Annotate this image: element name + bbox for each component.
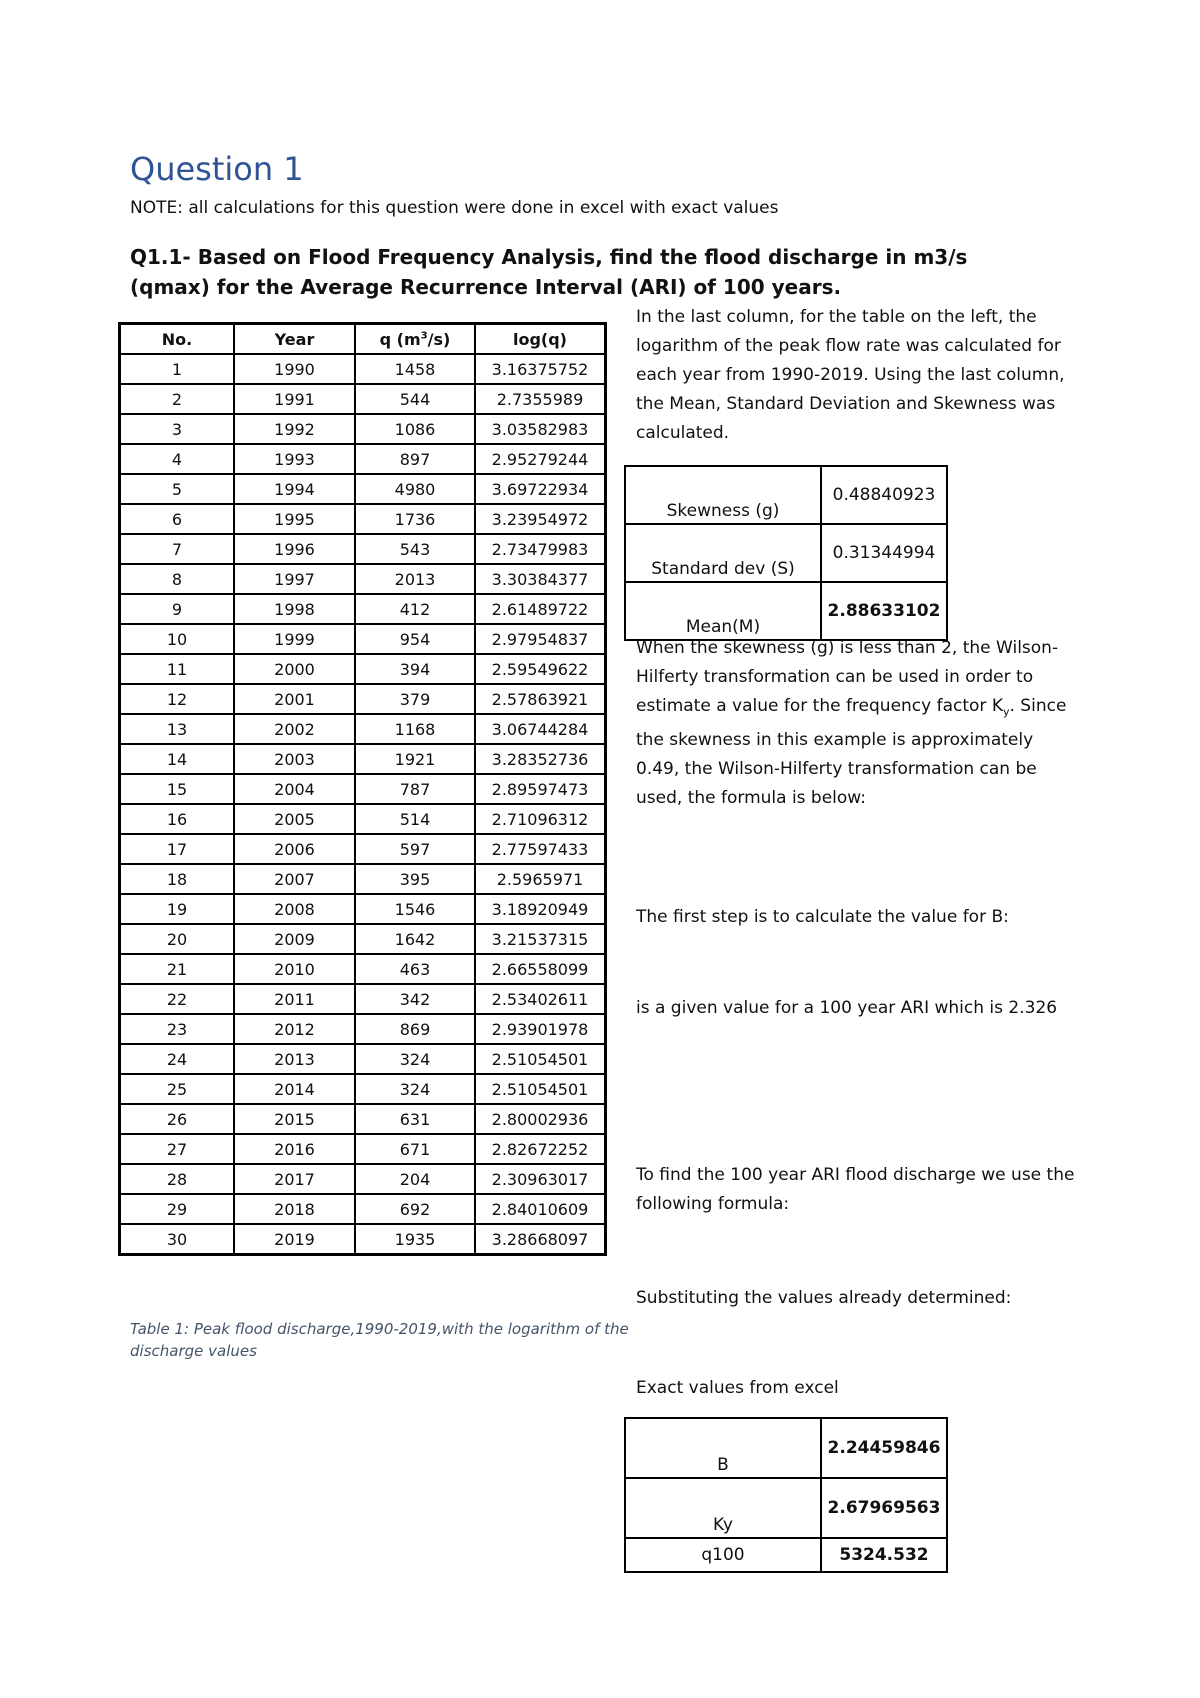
row-q: 787 [355,774,475,804]
row-q: 412 [355,594,475,624]
row-no: 11 [120,654,235,684]
results-table [624,1417,948,1573]
row-no: 17 [120,834,235,864]
row-no: 16 [120,804,235,834]
row-no: 1 [120,354,235,384]
table-row [120,864,606,894]
row-logq: 2.82672252 [475,1134,606,1164]
row-q: 1546 [355,894,475,924]
results-row-q100 [625,1538,947,1572]
row-year: 2001 [234,684,355,714]
table-row [120,1014,606,1044]
row-logq: 2.61489722 [475,594,606,624]
ky-value: 2.67969563 [821,1478,947,1538]
row-no: 7 [120,534,235,564]
table-row [120,594,606,624]
row-year: 2014 [234,1074,355,1104]
skewness-label: Skewness (g) [625,466,821,524]
stats-row-skewness [625,466,947,524]
table-row [120,834,606,864]
row-year: 1994 [234,474,355,504]
b-label: B [625,1418,821,1478]
row-logq: 2.51054501 [475,1044,606,1074]
row-q: 1086 [355,414,475,444]
row-no: 22 [120,984,235,1014]
row-no: 23 [120,1014,235,1044]
row-logq: 3.28668097 [475,1224,606,1255]
row-year: 2011 [234,984,355,1014]
table-row [120,1044,606,1074]
row-logq: 3.30384377 [475,564,606,594]
results-row-ky [625,1478,947,1538]
table-row [120,534,606,564]
table-row [120,774,606,804]
row-year: 2000 [234,654,355,684]
stats-row-mean [625,582,947,640]
row-q: 671 [355,1134,475,1164]
row-year: 2006 [234,834,355,864]
row-logq: 3.18920949 [475,894,606,924]
table-row [120,474,606,504]
row-no: 10 [120,624,235,654]
row-q: 342 [355,984,475,1014]
row-q: 1921 [355,744,475,774]
question-title: Q1.1- Based on Flood Frequency Analysis, find the flood discharge in m3/s (qmax) for the Average Recurrence Interval (ARI) of 100 years. [130,245,968,299]
table-row [120,1224,606,1255]
row-q: 869 [355,1014,475,1044]
row-logq: 3.03582983 [475,414,606,444]
paragraph-intro: In the last column, for the table on the left, the logarithm of the peak flow rate was calculated for each year from 1990-2019. Using the last column, the Mean, Standard Deviation and Skewness was calculated. [636,307,1065,443]
row-q: 1935 [355,1224,475,1255]
row-logq: 2.57863921 [475,684,606,714]
stats-table [624,465,948,641]
row-year: 1990 [234,354,355,384]
stddev-value: 0.31344994 [821,524,947,582]
table-row [120,624,606,654]
header-logq: log(q) [475,324,606,355]
row-year: 2018 [234,1194,355,1224]
row-logq: 3.16375752 [475,354,606,384]
row-year: 1996 [234,534,355,564]
mean-label: Mean(M) [625,582,821,640]
row-q: 324 [355,1074,475,1104]
row-q: 4980 [355,474,475,504]
row-year: 2017 [234,1164,355,1194]
q100-label: q100 [625,1538,821,1572]
row-logq: 2.5965971 [475,864,606,894]
table-row [120,714,606,744]
row-logq: 2.93901978 [475,1014,606,1044]
results-row-b [625,1418,947,1478]
row-q: 394 [355,654,475,684]
header-q-tail: /s) [427,329,451,349]
row-q: 2013 [355,564,475,594]
row-logq: 3.69722934 [475,474,606,504]
table-row [120,1194,606,1224]
row-logq: 2.73479983 [475,534,606,564]
table-row [120,1104,606,1134]
paragraph-formula-intro: To find the 100 year ARI flood discharge we use the following formula: [636,1165,1075,1214]
row-no: 14 [120,744,235,774]
row-no: 25 [120,1074,235,1104]
row-no: 8 [120,564,235,594]
row-logq: 2.7355989 [475,384,606,414]
table-row [120,564,606,594]
row-q: 692 [355,1194,475,1224]
table-row [120,384,606,414]
row-q: 324 [355,1044,475,1074]
row-q: 1642 [355,924,475,954]
paragraph-substituting: Substituting the values already determined: [636,1288,1012,1308]
row-year: 2015 [234,1104,355,1134]
header-year: Year [234,324,355,355]
row-logq: 2.97954837 [475,624,606,654]
row-logq: 2.89597473 [475,774,606,804]
row-q: 395 [355,864,475,894]
ky-subscript: y [1002,705,1010,719]
row-no: 13 [120,714,235,744]
table-row [120,414,606,444]
row-no: 30 [120,1224,235,1255]
row-q: 544 [355,384,475,414]
table-row [120,654,606,684]
row-no: 18 [120,864,235,894]
table-row [120,954,606,984]
row-year: 1993 [234,444,355,474]
row-logq: 2.77597433 [475,834,606,864]
row-no: 27 [120,1134,235,1164]
row-year: 2013 [234,1044,355,1074]
table-row [120,504,606,534]
paragraph-wh-part1: When the skewness (g) is less than 2, the Wilson-Hilferty transformation can be used in order to estimate a value for the frequency factor K [636,638,1059,716]
row-q: 1458 [355,354,475,384]
table-body [120,354,606,1255]
header-no: No. [120,324,235,355]
row-logq: 2.53402611 [475,984,606,1014]
paragraph-first-step: The first step is to calculate the value for B: [636,907,1009,927]
row-year: 2012 [234,1014,355,1044]
q100-value: 5324.532 [821,1538,947,1572]
row-q: 954 [355,624,475,654]
row-no: 20 [120,924,235,954]
row-year: 1998 [234,594,355,624]
row-no: 15 [120,774,235,804]
row-q: 463 [355,954,475,984]
table-row [120,444,606,474]
stddev-label: Standard dev (S) [625,524,821,582]
row-logq: 2.59549622 [475,654,606,684]
table-row [120,894,606,924]
row-q: 897 [355,444,475,474]
table-row [120,924,606,954]
row-no: 6 [120,504,235,534]
row-logq: 2.71096312 [475,804,606,834]
table-caption: Table 1: Peak flood discharge,1990-2019,with the logarithm of the discharge values [130,1320,629,1360]
row-q: 597 [355,834,475,864]
row-year: 1997 [234,564,355,594]
table-row [120,684,606,714]
row-year: 2005 [234,804,355,834]
table-row [120,1134,606,1164]
row-no: 28 [120,1164,235,1194]
paragraph-exact-values: Exact values from excel [636,1378,839,1398]
mean-value: 2.88633102 [821,582,947,640]
row-q: 543 [355,534,475,564]
row-logq: 2.84010609 [475,1194,606,1224]
b-value: 2.24459846 [821,1418,947,1478]
table-row [120,804,606,834]
row-no: 5 [120,474,235,504]
skewness-value: 0.48840923 [821,466,947,524]
row-year: 2007 [234,864,355,894]
row-no: 4 [120,444,235,474]
row-no: 21 [120,954,235,984]
row-year: 2009 [234,924,355,954]
stats-row-stddev [625,524,947,582]
row-q: 204 [355,1164,475,1194]
paragraph-wilson-hilferty [636,634,1076,813]
row-no: 26 [120,1104,235,1134]
row-no: 2 [120,384,235,414]
header-q-sup: 3 [420,330,428,342]
row-logq: 2.95279244 [475,444,606,474]
row-no: 3 [120,414,235,444]
table-row [120,984,606,1014]
discharge-table [118,322,607,1256]
row-year: 2003 [234,744,355,774]
table-row [120,1074,606,1104]
row-q: 379 [355,684,475,714]
header-q [355,324,475,355]
row-q: 1168 [355,714,475,744]
table-row [120,1164,606,1194]
ky-label: Ky [625,1478,821,1538]
row-logq: 2.80002936 [475,1104,606,1134]
paragraph-given-value: is a given value for a 100 year ARI which is 2.326 [636,998,1058,1018]
page-title: Question 1 [130,150,304,188]
row-year: 2002 [234,714,355,744]
row-year: 2004 [234,774,355,804]
row-logq: 3.28352736 [475,744,606,774]
row-logq: 2.30963017 [475,1164,606,1194]
row-no: 12 [120,684,235,714]
row-no: 24 [120,1044,235,1074]
row-logq: 2.66558099 [475,954,606,984]
row-no: 9 [120,594,235,624]
row-logq: 3.23954972 [475,504,606,534]
row-logq: 2.51054501 [475,1074,606,1104]
table-header-row [120,324,606,355]
row-year: 2019 [234,1224,355,1255]
row-year: 2008 [234,894,355,924]
paragraph-wh-part2: . Since the skewness in this example is approximately 0.49, the Wilson-Hilferty transformation can be used, the formula is below: [636,696,1067,809]
row-year: 2016 [234,1134,355,1164]
header-q-base: q (m [379,329,421,349]
row-logq: 3.21537315 [475,924,606,954]
row-year: 2010 [234,954,355,984]
row-year: 1991 [234,384,355,414]
row-year: 1992 [234,414,355,444]
row-year: 1995 [234,504,355,534]
row-year: 1999 [234,624,355,654]
row-logq: 3.06744284 [475,714,606,744]
table-row [120,744,606,774]
row-q: 514 [355,804,475,834]
row-q: 1736 [355,504,475,534]
note-text: NOTE: all calculations for this question were done in excel with exact values [130,198,779,218]
row-no: 29 [120,1194,235,1224]
row-no: 19 [120,894,235,924]
table-row [120,354,606,384]
row-q: 631 [355,1104,475,1134]
